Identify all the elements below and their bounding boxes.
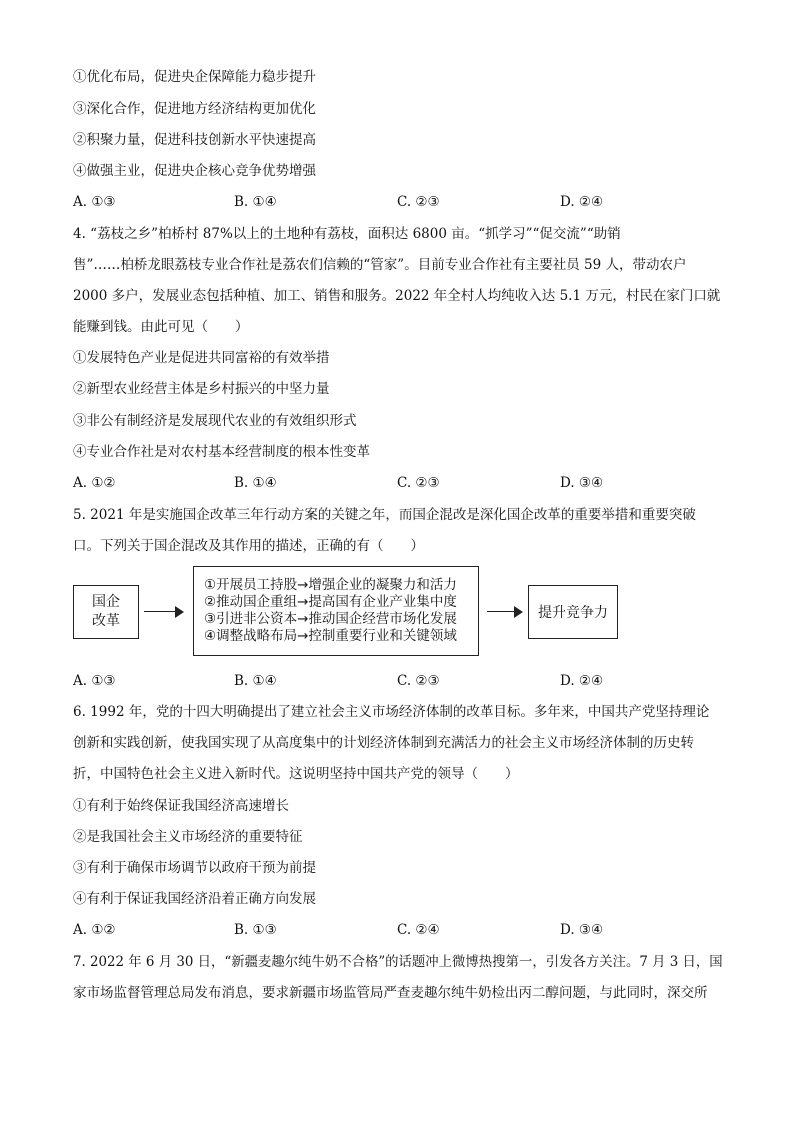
q4-stem-line-4: 能赚到钱。由此可见（ ）	[73, 319, 249, 335]
choice-b: B. ①③	[234, 922, 277, 938]
diagram-arrow-2	[487, 606, 523, 618]
q3-option-4: ④做强主业，促进央企核心竞争优势增强	[73, 163, 316, 179]
q4-choices	[73, 473, 723, 493]
diagram-arrow-1	[144, 606, 184, 618]
q4-stem-line-3: 2000 多户，发展业态包括种植、加工、销售和服务。2022 年全村人均纯收入达 5.1 万元，村民在家门口就	[73, 288, 721, 304]
choice-a: A. ①③	[73, 194, 116, 210]
choice-d: D. ③④	[560, 922, 604, 938]
q4-stem-line-2: 售”……柏桥龙眼荔枝专业合作社是荔农们信赖的“管家”。目前专业合作社有主要社员 59 人，带动农户	[73, 257, 687, 273]
diagram-measure-1: ①开展员工持股→增强企业的凝聚力和活力	[204, 577, 457, 593]
q4-option-2: ②新型农业经营主体是乡村振兴的中坚力量	[73, 381, 330, 397]
diagram-measure-3: ③引进非公资本→推动国企经营市场化发展	[204, 611, 457, 627]
choice-d: D. ③④	[560, 475, 604, 491]
diagram-measure-4: ④调整战略布局→控制重要行业和关键领域	[204, 628, 457, 644]
choice-c: C. ②③	[397, 475, 440, 491]
choice-b: B. ①④	[234, 194, 277, 210]
diagram-measure-2: ②推动国企重组→提高国有企业产业集中度	[204, 594, 457, 610]
choice-a: A. ①②	[73, 475, 116, 491]
choice-d: D. ②④	[560, 194, 604, 210]
q6-option-3: ③有利于确保市场调节以政府干预为前提	[73, 860, 316, 876]
q4-option-4: ④专业合作社是对农村基本经营制度的根本性变革	[73, 444, 370, 460]
diagram-box-competitiveness: 提升竞争力	[528, 585, 618, 639]
q5-stem-line-1: 5. 2021 年是实施国企改革三年行动方案的关键之年，而国企混改是深化国企改革的重要举措和重要突破	[73, 507, 696, 523]
choice-a: A. ①③	[73, 673, 116, 689]
choice-c: C. ②③	[397, 673, 440, 689]
q6-option-1: ①有利于始终保证我国经济高速增长	[73, 798, 289, 814]
choice-c: C. ②④	[397, 922, 440, 938]
q6-stem-line-1: 6. 1992 年，党的十四大明确提出了建立社会主义市场经济体制的改革目标。多年来，中国共产党坚持理论	[73, 704, 710, 720]
diagram-box-reform	[73, 585, 139, 639]
diagram-box-reform-line-2: 改革	[92, 613, 120, 629]
q3-choices	[73, 192, 723, 212]
q3-option-3: ③深化合作，促进地方经济结构更加优化	[73, 101, 316, 117]
q4-option-3: ③非公有制经济是发展现代农业的有效组织形式	[73, 413, 357, 429]
choice-b: B. ①④	[234, 673, 277, 689]
choice-b: B. ①④	[234, 475, 277, 491]
choice-a: A. ①②	[73, 922, 116, 938]
q7-stem-line-2: 家市场监督管理总局发布消息，要求新疆市场监管局严查麦趣尔纯牛奶检出丙二醇问题，与此同时，深交所	[73, 985, 708, 1001]
q3-option-1: ①优化布局，促进央企保障能力稳步提升	[73, 69, 316, 85]
q6-option-4: ④有利于保证我国经济沿着正确方向发展	[73, 891, 316, 907]
q5-choices	[73, 671, 723, 691]
q4-stem-line-1: 4. “荔枝之乡”柏桥村 87%以上的土地种有荔枝，面积达 6800 亩。“抓学习”“促交流”“助销	[73, 226, 621, 242]
q3-option-2: ②积聚力量，促进科技创新水平快速提高	[73, 132, 316, 148]
q4-option-1: ①发展特色产业是促进共同富裕的有效举措	[73, 350, 330, 366]
diagram-box-reform-line-1: 国企	[92, 594, 120, 610]
q6-choices	[73, 920, 723, 940]
q6-option-2: ②是我国社会主义市场经济的重要特征	[73, 829, 303, 845]
q5-stem-line-2: 口。下列关于国企混改及其作用的描述，正确的有（ ）	[73, 538, 424, 554]
choice-c: C. ②③	[397, 194, 440, 210]
diagram-box-measures	[193, 566, 479, 656]
choice-d: D. ②④	[560, 673, 604, 689]
q7-stem-line-1: 7. 2022 年 6 月 30 日，“新疆麦趣尔纯牛奶不合格”的话题冲上微博热搜第一，引发各方关注。7 月 3 日，国	[73, 954, 723, 970]
q6-stem-line-2: 创新和实践创新，使我国实现了从高度集中的计划经济体制到充满活力的社会主义市场经济体制的历史转	[73, 735, 694, 751]
q6-stem-line-3: 折，中国特色社会主义进入新时代。这说明坚持中国共产党的领导（ ）	[73, 766, 519, 782]
